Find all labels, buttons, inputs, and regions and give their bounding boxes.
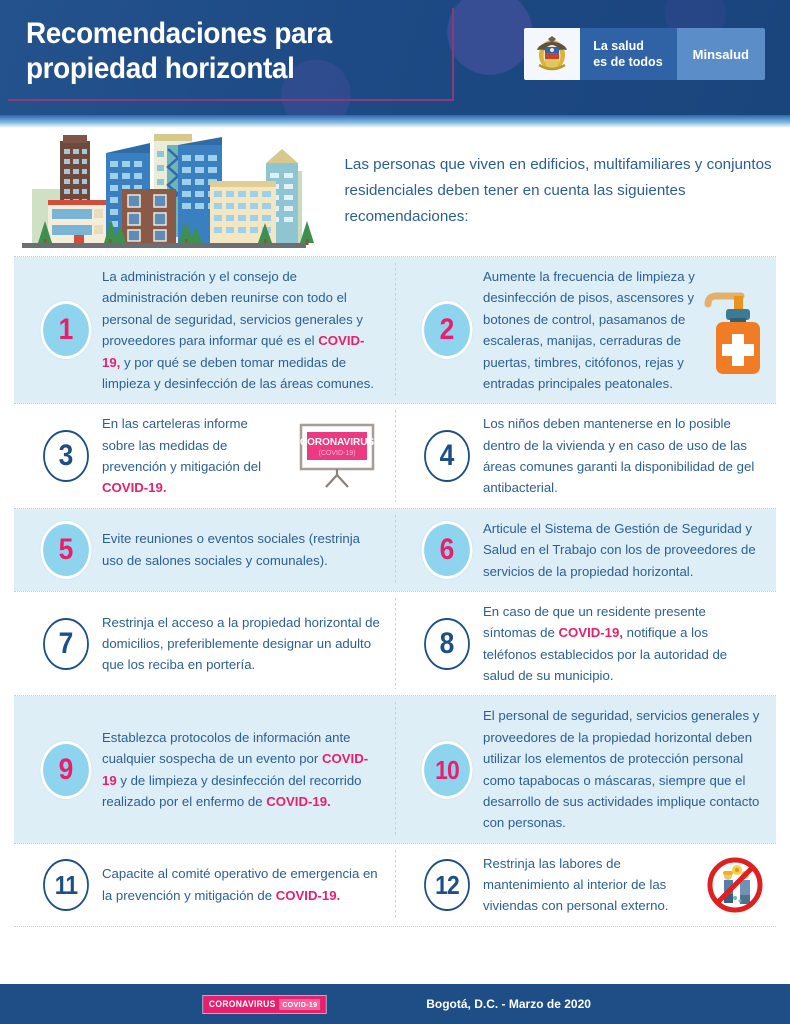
recommendation-item-9 [14, 696, 395, 842]
recommendation-item-10 [395, 696, 776, 842]
svg-text:CORONAVIRUS: CORONAVIRUS [299, 437, 375, 448]
no-maintenance-worker-icon [704, 854, 766, 916]
coronavirus-badge-main: CORONAVIRUS [209, 999, 276, 1009]
recommendation-number-badge: 4 [424, 430, 470, 482]
recommendation-row [14, 695, 776, 842]
page-footer [0, 984, 790, 1024]
text-run: La administración y el consejo de administración deben reunirse con todo el personal de seguridad, servicios generales y proveedores para informar qué es el [102, 269, 363, 349]
recommendation-item-12 [395, 844, 776, 926]
text-run: Restrinja las labores de mantenimiento al interior de las viviendas con personal externo. [483, 855, 669, 914]
recommendation-item-2 [395, 257, 776, 403]
recommendation-item-6 [395, 509, 776, 591]
recommendation-item-4 [395, 404, 776, 508]
recommendation-item-7 [14, 592, 395, 696]
logo-salud-line1: La salud [593, 39, 644, 53]
recommendation-item-11 [14, 844, 395, 926]
intro-text: Las personas que viven en edificios, multifamiliares y conjuntos residenciales deben tener en cuenta las siguientes recomendaciones: [344, 155, 772, 226]
recommendation-row [14, 508, 776, 591]
text-run: Los niños deben mantenerse en lo posible dentro de la vivienda y en caso de uso de las áreas comunes garanti la disponibilidad de gel antibacterial. [483, 416, 755, 496]
coronavirus-badge [202, 995, 327, 1014]
recommendation-text [483, 413, 766, 499]
recommendation-text [102, 413, 285, 499]
recommendation-text [102, 863, 385, 906]
recommendation-number-badge: 11 [43, 859, 89, 911]
text-run: Articule el Sistema de Gestión de Seguridad y Salud en el Trabajo con los de proveedores de servicios de la propiedad horizontal. [483, 520, 756, 579]
logo-salud-text [580, 28, 676, 80]
text-run: En las carteleras informe sobre las medidas de prevención y mitigación del [102, 416, 262, 474]
recommendation-text [102, 528, 385, 571]
page-title [26, 16, 426, 86]
recommendation-number-badge: 1 [43, 304, 89, 356]
city-buildings-illustration [14, 131, 314, 251]
recommendation-item-5 [14, 509, 395, 591]
recommendation-number-badge: 7 [43, 618, 89, 670]
recommendation-text [483, 705, 766, 833]
recommendation-number-badge: 9 [43, 744, 89, 796]
recommendation-text [483, 518, 766, 582]
logo-salud-line2: es de todos [593, 55, 663, 69]
text-run: Restrinja el acceso a la propiedad horizontal de domicilios, preferiblemente designar un adulto que los reciba en portería. [102, 614, 380, 673]
text-run: Aumente la frecuencia de limpieza y desinfección de pisos, ascensores y botones de control, pasamanos de escaleras, manijas, cerraduras de puertas, timbres, citófonos, rejas y entradas principales peatonales. [483, 269, 695, 391]
page-header [0, 0, 790, 115]
text-run: El personal de seguridad, servicios generales y proveedores de la propiedad horizontal deben utilizar los elementos de protección personal como tapabocas o máscaras, siempre que el desarrollo de sus actividades implique contacto con personas. [483, 708, 760, 831]
minsalud-logo-lockup [524, 28, 765, 80]
recommendation-text [483, 853, 700, 917]
covid-highlight: COVID-19, [102, 333, 365, 370]
colombia-coat-of-arms-icon [524, 28, 580, 80]
covid-highlight: COVID-19 [102, 751, 369, 788]
svg-text:(COVID-19): (COVID-19) [318, 450, 356, 457]
recommendation-row [14, 403, 776, 508]
recommendation-item-8 [395, 592, 776, 696]
title-vertical-rule [452, 8, 454, 100]
recommendation-row [14, 591, 776, 696]
recommendation-number-badge: 10 [424, 744, 470, 796]
recommendation-number-badge: 3 [43, 430, 89, 482]
page-title-line2: propiedad horizontal [26, 52, 295, 86]
header-gradient-band [0, 115, 790, 128]
recommendation-text [102, 266, 385, 394]
coronavirus-poster-icon [289, 423, 385, 489]
text-run: En caso de que un residente presente síntomas de [483, 603, 706, 641]
covid-highlight: COVID-19. [275, 887, 341, 903]
recommendation-text [483, 266, 700, 394]
recommendation-text [102, 612, 385, 676]
recommendation-number-badge: 5 [43, 524, 89, 576]
recommendation-row [14, 843, 776, 927]
footer-date: Bogotá, D.C. - Marzo de 2020 [426, 997, 591, 1011]
logo-ministry-label: Minsalud [677, 28, 765, 80]
recommendation-item-1 [14, 257, 395, 403]
hand-sanitizer-icon [704, 282, 766, 378]
recommendation-text [483, 601, 766, 687]
text-run: notifique a los teléfonos establecidos por la autoridad de salud de su municipio. [483, 625, 728, 683]
intro-section [0, 128, 790, 256]
recommendation-item-3 [14, 404, 395, 508]
recommendation-number-badge: 12 [424, 859, 470, 911]
text-run: y por qué se deben tomar medidas de limpieza y desinfección de las áreas comunes. [102, 354, 374, 391]
coronavirus-badge-sub: COVID-19 [279, 999, 320, 1010]
text-run: y de limpieza y desinfección del recorrido realizado por el enfermo de [102, 772, 362, 809]
text-run: Evite reuniones o eventos sociales (restrinja uso de salones sociales y comunales). [102, 531, 361, 568]
text-run: Establezca protocolos de información ante cualquier sospecha de un evento por [102, 729, 351, 767]
recommendation-text [102, 727, 385, 813]
recommendation-number-badge: 2 [424, 304, 470, 356]
covid-highlight: COVID-19. [266, 793, 331, 809]
page-title-line1: Recomendaciones para [26, 17, 332, 50]
covid-highlight: COVID-19. [102, 480, 167, 496]
recommendations-grid [0, 256, 790, 927]
text-run: Capacite al comité operativo de emergencia en la prevención y mitigación de [102, 866, 378, 903]
recommendation-number-badge: 8 [424, 618, 470, 670]
recommendation-number-badge: 6 [424, 524, 470, 576]
recommendation-row [14, 256, 776, 403]
covid-highlight: COVID-19, [558, 625, 623, 641]
title-horizontal-rule [8, 99, 454, 101]
